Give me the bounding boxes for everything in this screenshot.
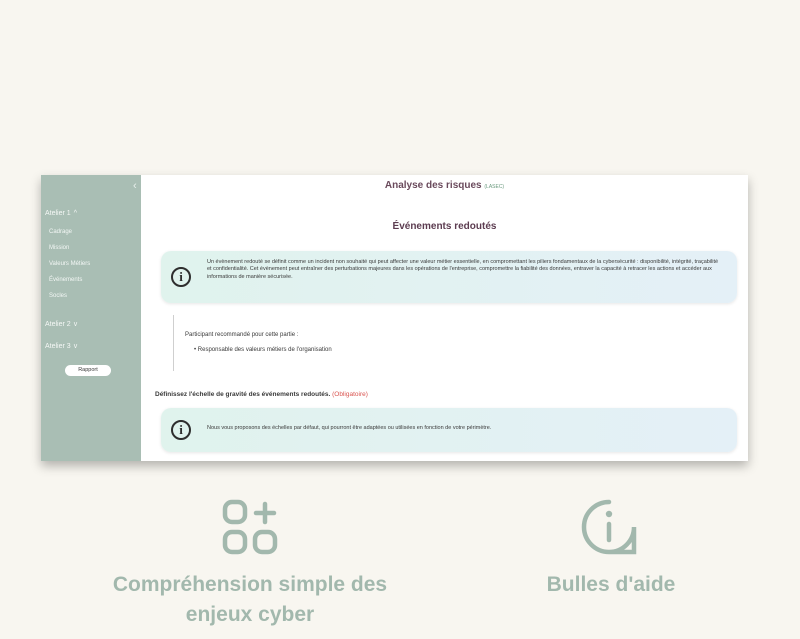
feature-label-cyber: Compréhension simple des enjeux cyber	[112, 573, 388, 626]
info-icon: i	[171, 420, 191, 440]
page-title: Événements redoutés	[392, 221, 497, 232]
sidebar-group-label: Atelier 2	[45, 321, 71, 328]
severity-scale-question	[155, 391, 368, 398]
sidebar-item-cadrage[interactable]: Cadrage	[49, 229, 73, 235]
sidebar	[41, 175, 141, 461]
chevron-down-icon: v	[73, 343, 78, 350]
info-callout	[161, 251, 737, 303]
sidebar-item-socles[interactable]: Socles	[49, 293, 68, 299]
info-callout-text: Nous vous proposons des échelles par défaut, qui pourront être adaptées ou utilisées en fonction de votre périmètre.	[207, 425, 492, 431]
participant-item: • Responsable des valeurs métiers de l'organisation	[194, 347, 332, 353]
participant-label: Participant recommandé pour cette partie :	[185, 332, 299, 338]
report-button[interactable]: Rapport	[65, 365, 111, 376]
chevron-up-icon: ^	[73, 210, 77, 217]
sidebar-group-atelier-2[interactable]	[45, 321, 77, 328]
app-title-text: Analyse des risques	[384, 180, 482, 191]
participant-block	[173, 315, 474, 371]
apps-add-icon	[221, 498, 279, 556]
collapse-sidebar-icon[interactable]: ‹	[133, 180, 137, 192]
sidebar-group-label: Atelier 1	[45, 210, 71, 217]
sidebar-group-atelier-1[interactable]	[45, 210, 77, 217]
sidebar-group-atelier-3[interactable]	[45, 343, 77, 350]
chevron-down-icon: v	[73, 321, 78, 328]
app-subtitle: (LASEC)	[484, 184, 505, 190]
info-callout-text: Un évènement redouté se définit comme un incident non souhaité qui peut affecter une valeur métier essentielle, en compromettant les piliers fondamentaux de la cybersécurité : disponibilité, intégrité, traçabilité et confidentialité. Cet évènement peut entraîner des perturbations majeures dans les opérations de l'entreprise, compromettre la fiabilité des données, entraver la capacité à retracer les actions et accéder aux informations de manière sécurisée.	[207, 259, 719, 280]
info-icon: i	[171, 267, 191, 287]
app-screenshot	[41, 175, 748, 461]
participant-item-text: Responsable des valeurs métiers de l'organisation	[197, 347, 332, 353]
sidebar-item-mission[interactable]: Mission	[49, 245, 70, 251]
info-help-icon	[580, 498, 638, 556]
required-badge: (Obligatoire)	[332, 391, 368, 398]
sidebar-group-label: Atelier 3	[45, 343, 71, 350]
app-title	[141, 180, 748, 191]
info-callout-scales	[161, 408, 737, 452]
question-text: Définissez l'échelle de gravité des événements redoutés.	[155, 391, 331, 398]
sidebar-item-evenements[interactable]: Événements	[49, 277, 83, 283]
sidebar-item-valeurs-metiers[interactable]: Valeurs Métiers	[49, 261, 91, 267]
feature-label-help: Bulles d'aide	[546, 573, 676, 596]
main-content	[141, 175, 748, 461]
